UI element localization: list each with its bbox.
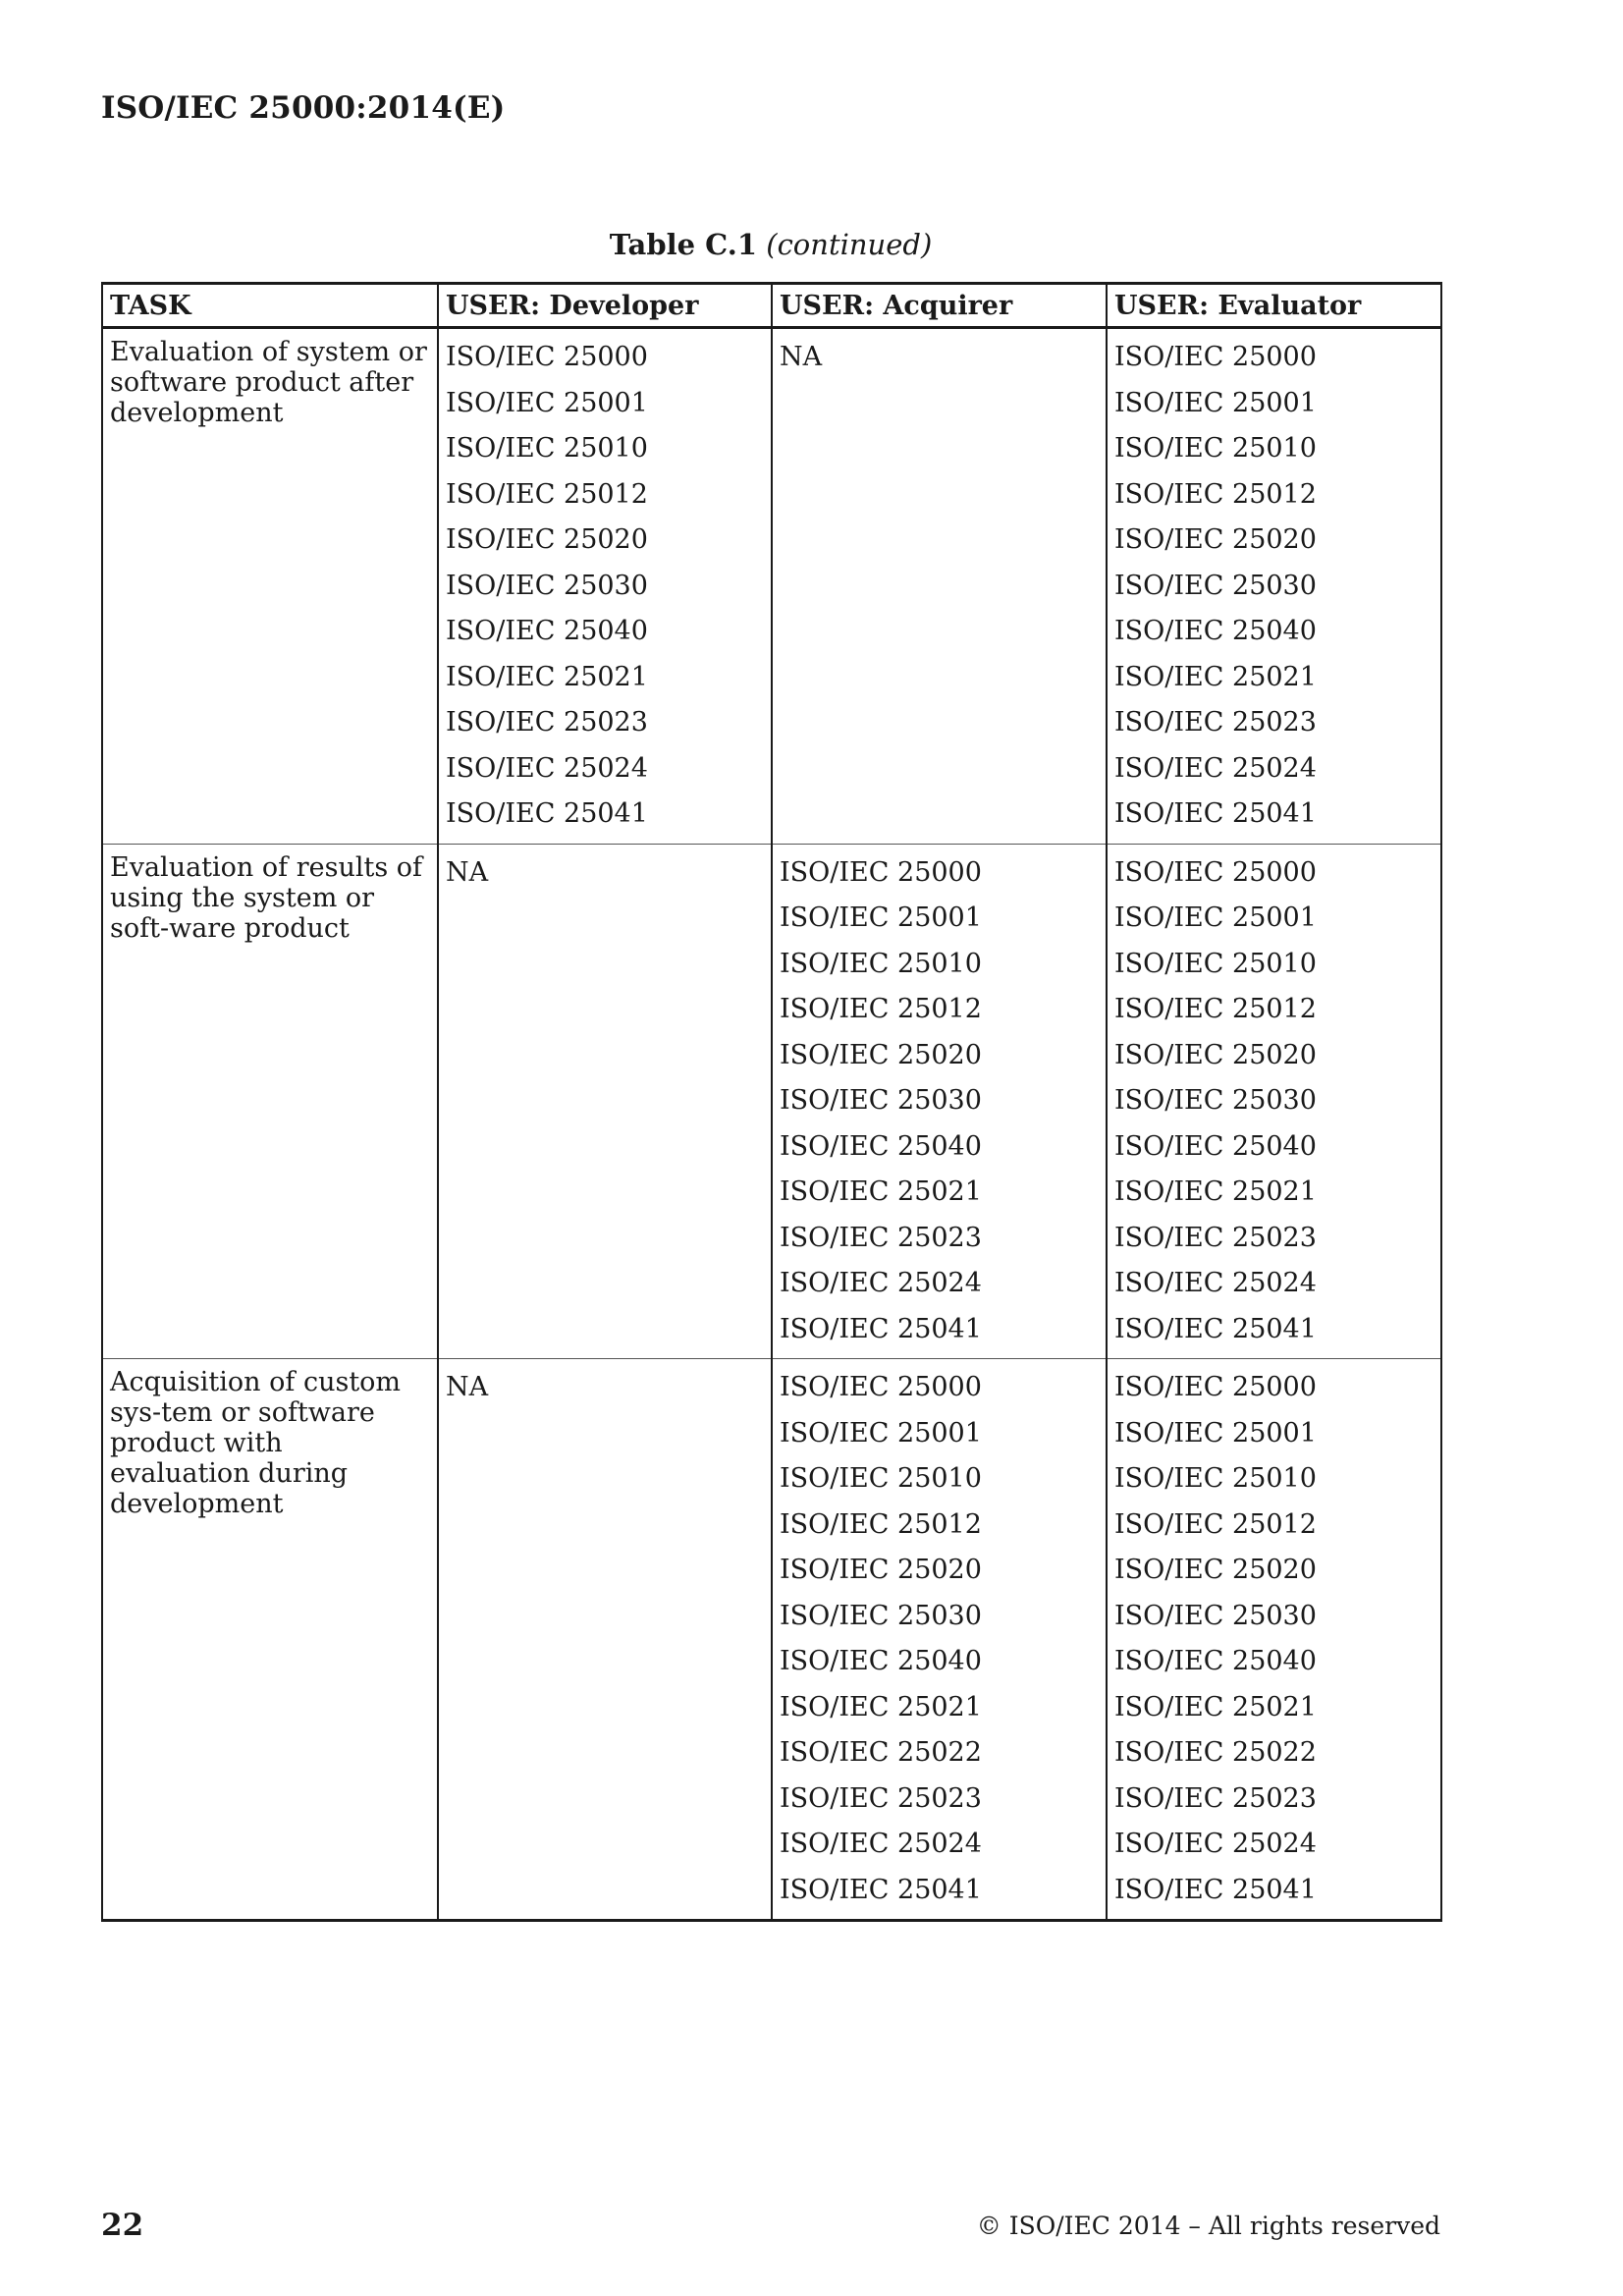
evaluator-cell bbox=[1107, 844, 1441, 1359]
copyright-notice: © ISO/IEC 2014 – All rights reserved bbox=[976, 2212, 1440, 2240]
standard-reference: ISO/IEC 25024 bbox=[780, 1268, 982, 1298]
standard-reference: ISO/IEC 25020 bbox=[1114, 524, 1317, 555]
standard-reference: ISO/IEC 25000 bbox=[1114, 1372, 1317, 1402]
standard-reference: ISO/IEC 25041 bbox=[446, 798, 648, 829]
header-developer: USER: Developer bbox=[438, 284, 772, 328]
standard-reference: ISO/IEC 25024 bbox=[780, 1829, 982, 1859]
standard-reference: ISO/IEC 25001 bbox=[1114, 1417, 1317, 1449]
standard-reference: ISO/IEC 25030 bbox=[1114, 1085, 1317, 1116]
standard-reference: ISO/IEC 25012 bbox=[1114, 1508, 1317, 1540]
standard-reference: ISO/IEC 25040 bbox=[1114, 1130, 1317, 1162]
header-evaluator: USER: Evaluator bbox=[1107, 284, 1441, 328]
standard-reference: ISO/IEC 25023 bbox=[1114, 1222, 1317, 1253]
table-caption-continued: (continued) bbox=[766, 228, 933, 261]
standard-reference: ISO/IEC 25040 bbox=[780, 1130, 982, 1162]
standard-reference: ISO/IEC 25024 bbox=[446, 752, 648, 784]
developer-cell bbox=[438, 328, 772, 845]
standard-reference: ISO/IEC 25021 bbox=[1114, 1691, 1317, 1722]
standard-reference: ISO/IEC 25020 bbox=[1114, 1555, 1317, 1585]
standard-reference: ISO/IEC 25022 bbox=[1114, 1737, 1317, 1768]
standard-reference: ISO/IEC 25001 bbox=[780, 1417, 982, 1449]
standard-reference: ISO/IEC 25030 bbox=[780, 1085, 982, 1116]
standard-reference: ISO/IEC 25023 bbox=[780, 1222, 982, 1253]
standard-reference: ISO/IEC 25020 bbox=[446, 524, 648, 555]
table-header-row bbox=[102, 284, 1441, 328]
standard-reference: ISO/IEC 25022 bbox=[780, 1737, 982, 1768]
standard-reference: ISO/IEC 25020 bbox=[1114, 1039, 1317, 1070]
standard-reference: ISO/IEC 25030 bbox=[1114, 1600, 1317, 1631]
standard-reference: ISO/IEC 25021 bbox=[780, 1691, 982, 1722]
standard-reference: ISO/IEC 25021 bbox=[446, 661, 648, 692]
standard-reference: ISO/IEC 25001 bbox=[446, 387, 648, 418]
standard-reference: ISO/IEC 25023 bbox=[446, 707, 648, 738]
standards-table-container bbox=[101, 282, 1440, 1922]
developer-cell bbox=[438, 844, 772, 1359]
standard-reference: ISO/IEC 25012 bbox=[1114, 994, 1317, 1024]
standard-reference: ISO/IEC 25012 bbox=[1114, 478, 1317, 510]
header-acquirer: USER: Acquirer bbox=[772, 284, 1107, 328]
standard-reference: ISO/IEC 25000 bbox=[780, 1372, 982, 1402]
document-header: ISO/IEC 25000:2014(E) bbox=[101, 90, 506, 126]
standard-reference: ISO/IEC 25023 bbox=[1114, 707, 1317, 738]
table-row bbox=[102, 1359, 1441, 1921]
standard-reference: NA bbox=[446, 1372, 489, 1402]
standard-reference: ISO/IEC 25041 bbox=[1114, 798, 1317, 829]
standard-reference: ISO/IEC 25021 bbox=[1114, 661, 1317, 692]
table-row bbox=[102, 844, 1441, 1359]
standard-reference: ISO/IEC 25012 bbox=[780, 994, 982, 1024]
standard-reference: ISO/IEC 25041 bbox=[780, 1313, 982, 1344]
standard-reference: ISO/IEC 25020 bbox=[780, 1039, 982, 1070]
page-number: 22 bbox=[101, 2208, 144, 2243]
acquirer-cell bbox=[772, 1359, 1107, 1921]
standard-reference: ISO/IEC 25030 bbox=[446, 570, 648, 601]
standard-reference: ISO/IEC 25000 bbox=[1114, 856, 1317, 888]
task-cell: Evaluation of system or software product after development bbox=[102, 328, 438, 845]
standard-reference: ISO/IEC 25030 bbox=[1114, 570, 1317, 601]
standard-reference: ISO/IEC 25041 bbox=[1114, 1313, 1317, 1344]
standard-reference: ISO/IEC 25010 bbox=[780, 1463, 982, 1494]
standard-reference: NA bbox=[446, 856, 489, 888]
standard-reference: ISO/IEC 25000 bbox=[446, 342, 648, 372]
standard-reference: ISO/IEC 25023 bbox=[780, 1782, 982, 1814]
acquirer-cell bbox=[772, 328, 1107, 845]
standard-reference: ISO/IEC 25040 bbox=[1114, 616, 1317, 646]
acquirer-cell bbox=[772, 844, 1107, 1359]
standard-reference: ISO/IEC 25012 bbox=[446, 478, 648, 510]
standard-reference: ISO/IEC 25040 bbox=[1114, 1646, 1317, 1676]
standard-reference: ISO/IEC 25010 bbox=[780, 948, 982, 979]
standard-reference: ISO/IEC 25030 bbox=[780, 1600, 982, 1631]
table-body bbox=[102, 328, 1441, 1921]
standard-reference: ISO/IEC 25010 bbox=[1114, 433, 1317, 464]
header-task: TASK bbox=[102, 284, 438, 328]
standard-reference: ISO/IEC 25001 bbox=[1114, 902, 1317, 933]
standard-reference: ISO/IEC 25024 bbox=[1114, 752, 1317, 784]
standard-reference: ISO/IEC 25010 bbox=[1114, 948, 1317, 979]
standard-reference: ISO/IEC 25000 bbox=[1114, 342, 1317, 372]
standard-reference: NA bbox=[780, 342, 823, 372]
table-caption bbox=[101, 228, 1440, 261]
standard-reference: ISO/IEC 25020 bbox=[780, 1555, 982, 1585]
standard-reference: ISO/IEC 25010 bbox=[1114, 1463, 1317, 1494]
table-row bbox=[102, 328, 1441, 845]
standard-reference: ISO/IEC 25001 bbox=[1114, 387, 1317, 418]
standard-reference: ISO/IEC 25010 bbox=[446, 433, 648, 464]
standard-reference: ISO/IEC 25040 bbox=[446, 616, 648, 646]
standard-reference: ISO/IEC 25001 bbox=[780, 902, 982, 933]
evaluator-cell bbox=[1107, 328, 1441, 845]
standard-reference: ISO/IEC 25041 bbox=[780, 1874, 982, 1905]
standard-reference: ISO/IEC 25024 bbox=[1114, 1829, 1317, 1859]
table-caption-label: Table C.1 bbox=[609, 228, 758, 261]
standard-reference: ISO/IEC 25024 bbox=[1114, 1268, 1317, 1298]
standard-reference: ISO/IEC 25021 bbox=[1114, 1176, 1317, 1207]
developer-cell bbox=[438, 1359, 772, 1921]
task-cell: Acquisition of custom sys-tem or software product with evaluation during development bbox=[102, 1359, 438, 1921]
standard-reference: ISO/IEC 25021 bbox=[780, 1176, 982, 1207]
task-cell: Evaluation of results of using the system or soft-ware product bbox=[102, 844, 438, 1359]
standard-reference: ISO/IEC 25023 bbox=[1114, 1782, 1317, 1814]
standard-reference: ISO/IEC 25040 bbox=[780, 1646, 982, 1676]
standard-reference: ISO/IEC 25000 bbox=[780, 856, 982, 888]
standard-reference: ISO/IEC 25041 bbox=[1114, 1874, 1317, 1905]
standard-reference: ISO/IEC 25012 bbox=[780, 1508, 982, 1540]
evaluator-cell bbox=[1107, 1359, 1441, 1921]
standards-table bbox=[101, 282, 1442, 1922]
